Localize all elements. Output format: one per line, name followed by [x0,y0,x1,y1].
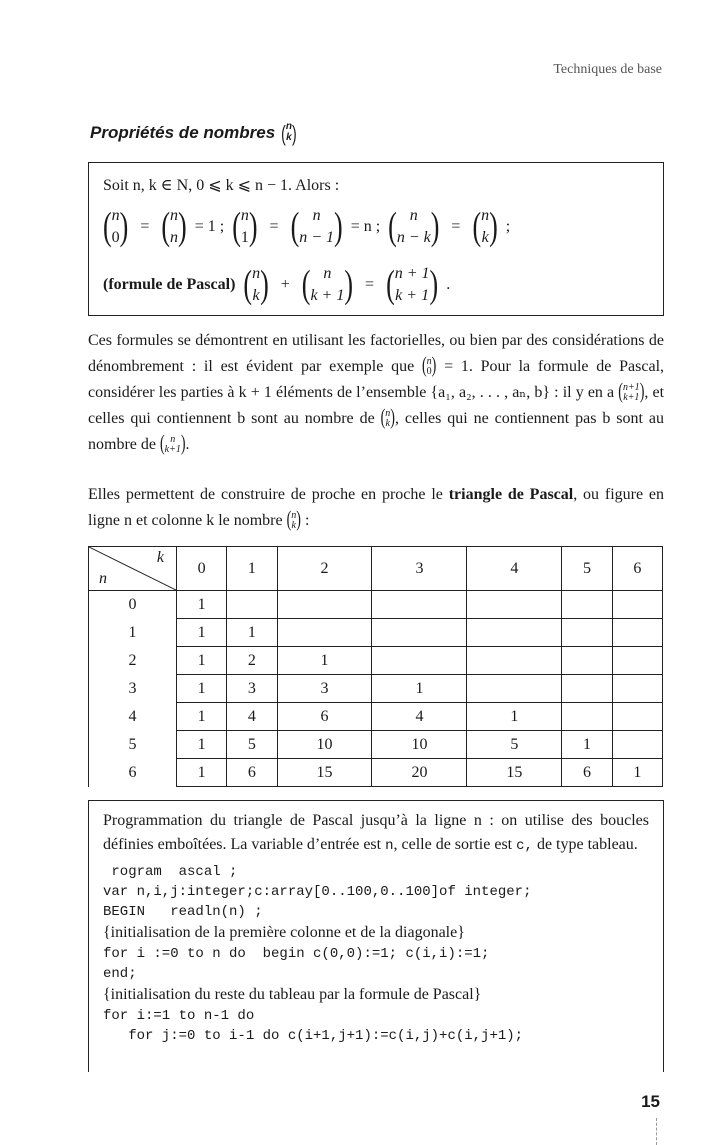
table-cell [372,619,467,647]
table-cell: 20 [372,759,467,787]
table-cell: 4 [372,703,467,731]
table-cell: 6 [562,759,612,787]
page-number: 15 [641,1092,660,1111]
table-cell [467,619,562,647]
programming-intro: Programmation du triangle de Pascal jusqu’à la ligne n : on utilise des boucles définies emboîtées. La variable d’entrée est n, celle de sortie est c, de type tableau. [103,812,649,854]
table-row [89,647,663,675]
binomial-symbol: ( n k ) [281,119,297,146]
table-cell [612,731,662,759]
table-cell: 1 [177,591,227,619]
column-header: 5 [562,547,612,591]
programming-box [88,800,664,1072]
table-cell: 4 [227,703,277,731]
column-header: 3 [372,547,467,591]
table-cell: 1 [227,619,277,647]
column-header: 6 [612,547,662,591]
column-header: 2 [277,547,372,591]
code-block-init-diagonal: for i :=0 to n do begin c(0,0):=1; c(i,i):=1; end; [103,946,490,982]
code-comment: {initialisation du reste du tableau par la formule de Pascal} [103,986,482,1003]
code-block-declarations: rogram ascal ; var n,i,j:integer;c:array[0..100,0..100]of integer; BEGIN readln(n) ; [103,864,532,920]
table-cell: 5 [227,731,277,759]
table-cell: 1 [612,759,662,787]
explanation-paragraph: Ces formules se démontrent en utilisant les factorielles, ou bien par des considérations de dénombrement : il est évident par exemple que ( n 0 ) = 1. Pour la formule de Pascal, considérer les parties à k + 1 éléments de l’ensemble {a₁, a₂, . . . , aₙ, b} : il y en a ( n+1 k+1 ) , et celles qui contiennent b sont au nombre de ( n k ) , celles qui ne contiennent pas b sont au nombre de ( n k+1 ) . [88,332,665,457]
table-cell [227,591,277,619]
table-cell: 3 [227,675,277,703]
triangle-intro-paragraph: Elles permettent de construire de proche en proche le triangle de Pascal, ou figure en ligne n et colonne k le nombre ( n k ) : [88,486,665,533]
table-cell: 1 [177,675,227,703]
table-cell [562,591,612,619]
row-index: 3 [89,675,177,703]
table-cell [562,675,612,703]
table-cell: 1 [177,731,227,759]
table-cell [612,619,662,647]
table-cell: 3 [277,675,372,703]
row-index: 4 [89,703,177,731]
table-cell: 1 [177,759,227,787]
binom-n-k: ( n k ) [472,204,498,248]
table-row [89,675,663,703]
pascal-triangle-table [88,546,663,787]
row-index: 5 [89,731,177,759]
table-cell [467,591,562,619]
table-cell [277,619,372,647]
table-cell: 6 [227,759,277,787]
table-row [89,591,663,619]
column-header: 0 [177,547,227,591]
table-corner: k n [89,547,177,591]
table-cell: 2 [227,647,277,675]
table-cell: 1 [277,647,372,675]
table-cell: 5 [467,731,562,759]
table-cell [612,591,662,619]
binom-n-n-minus-k: ( n n − k ) [388,204,440,248]
table-row [89,759,663,787]
binom-n-0: ( n 0 ) [103,204,129,248]
table-cell [612,675,662,703]
table-cell: 1 [467,703,562,731]
column-header: 4 [467,547,562,591]
row-index: 6 [89,759,177,787]
table-cell [562,703,612,731]
binom-n-n-minus-1: ( n n − 1 ) [290,204,343,248]
table-cell: 6 [277,703,372,731]
table-cell [612,647,662,675]
code-comment: {initialisation de la première colonne et de la diagonale} [103,924,465,941]
table-cell: 10 [372,731,467,759]
table-cell: 1 [177,703,227,731]
row-index: 0 [89,591,177,619]
properties-box [88,162,664,316]
table-cell [467,675,562,703]
table-cell: 1 [372,675,467,703]
table-cell: 1 [177,619,227,647]
running-head: Techniques de base [553,62,662,77]
table-cell: 1 [562,731,612,759]
section-title-text: Propriétés de nombres [90,122,276,142]
table-cell: 15 [277,759,372,787]
table-cell [562,619,612,647]
row-index: 2 [89,647,177,675]
column-header: 1 [227,547,277,591]
table-cell [562,647,612,675]
binomial-identities: ( n 0 ) = ( n n ) = 1 ; ( n 1 ) = ( n n − 1 ) = n ; ( n n − k ) = ( n k ) ; [103,204,511,248]
table-cell [612,703,662,731]
table-cell: 1 [177,647,227,675]
table-cell [372,647,467,675]
section-title [90,119,297,146]
table-cell: 10 [277,731,372,759]
binom-n-n: ( n n ) [161,204,187,248]
row-index: 1 [89,619,177,647]
table-header-row [89,547,663,591]
table-row [89,703,663,731]
table-row [89,619,663,647]
table-cell: 15 [467,759,562,787]
binom-n-1: ( n 1 ) [232,204,258,248]
pascal-formula: (formule de Pascal) ( n k ) + ( n k + 1 ) = ( n + 1 k + 1 ) . [103,262,451,306]
properties-intro: Soit n, k ∈ N, 0 ⩽ k ⩽ n − 1. Alors : [103,177,340,194]
table-cell [277,591,372,619]
table-cell [467,647,562,675]
code-block-pascal-loop: for i:=1 to n-1 do for j:=0 to i-1 do c(i+1,j+1):=c(i,j)+c(i,j+1); [103,1008,524,1044]
table-row [89,731,663,759]
table-cell [372,591,467,619]
crop-mark [656,1118,657,1145]
